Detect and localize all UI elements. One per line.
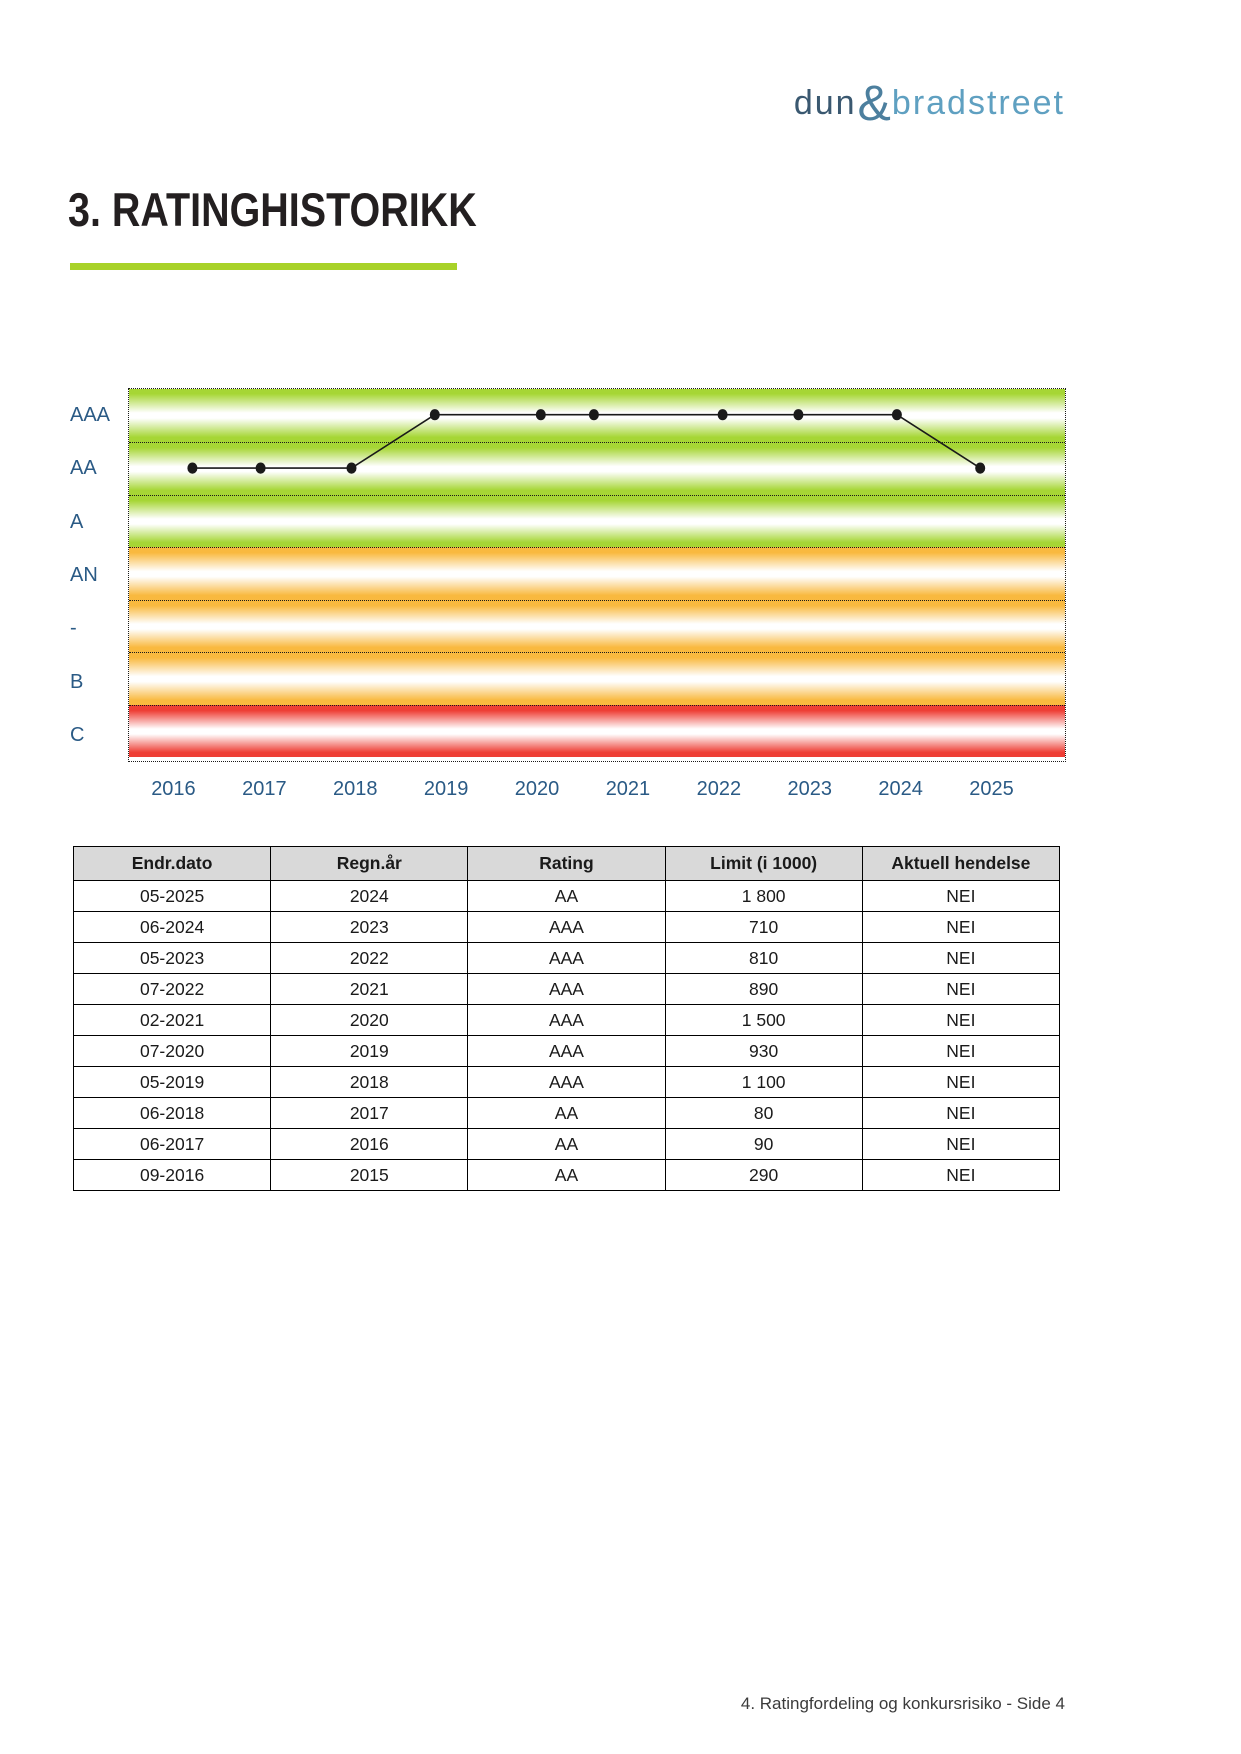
data-point-05-2019 [430,409,440,420]
data-point-09-2016 [187,463,197,474]
table-row [74,1067,1060,1098]
table-row [74,974,1060,1005]
data-point-06-2018 [347,463,357,474]
table-row [74,1098,1060,1129]
column-header-0: Endr.dato [74,847,271,881]
x-axis-label-2020: 2020 [514,778,560,800]
table-row [74,881,1060,912]
rating-history-table [73,846,1060,1191]
table-cell: 05-2025 [74,881,271,912]
table-cell: 2023 [271,912,468,943]
table-row [74,1005,1060,1036]
data-point-05-2023 [793,409,803,420]
table-cell: NEI [862,1005,1059,1036]
table-cell: NEI [862,1036,1059,1067]
y-axis-label-aaa: AAA [70,403,111,426]
table-row [74,943,1060,974]
table-cell: AA [468,1129,665,1160]
table-cell: 07-2020 [74,1036,271,1067]
table-header [74,847,1060,881]
data-point-06-2024 [892,409,902,420]
table-cell: 1 100 [665,1067,862,1098]
table-cell: AAA [468,1005,665,1036]
table-cell: NEI [862,912,1059,943]
y-axis-label-an: AN [70,564,98,586]
x-axis-label-2016: 2016 [151,778,196,800]
table-cell: 2016 [271,1129,468,1160]
table-cell: AAA [468,1067,665,1098]
table-cell: NEI [862,1129,1059,1160]
table-cell: NEI [862,943,1059,974]
table-cell: NEI [862,881,1059,912]
table-cell: AA [468,1098,665,1129]
data-point-02-2021 [589,409,599,420]
x-axis-label-2025: 2025 [969,778,1014,800]
x-axis-label-2019: 2019 [423,778,469,800]
table-cell: 890 [665,974,862,1005]
y-axis-label-a: A [70,510,84,533]
data-point-07-2022 [718,409,728,420]
x-axis-label-2018: 2018 [333,778,378,800]
column-header-4: Aktuell hendelse [862,847,1059,881]
x-axis-label-2024: 2024 [878,778,923,800]
page-footer: 4. Ratingfordeling og konkursrisiko - Side 4 [740,1694,1065,1713]
logo-text-bradstreet: bradstreet [891,84,1065,122]
table-cell: 05-2019 [74,1067,271,1098]
table-cell: 90 [665,1129,862,1160]
table-cell: 06-2018 [74,1098,271,1129]
y-axis-label-c: C [70,724,85,747]
table-cell: 2022 [271,943,468,974]
table-cell: NEI [862,1067,1059,1098]
table-cell: AAA [468,974,665,1005]
rating-history-chart [0,0,1241,810]
table-row [74,1160,1060,1191]
table-cell: 2021 [271,974,468,1005]
table-cell: 930 [665,1036,862,1067]
table-cell: 2024 [271,881,468,912]
table-body [74,881,1060,1191]
table-cell: 710 [665,912,862,943]
table-cell: 80 [665,1098,862,1129]
table-cell: NEI [862,974,1059,1005]
table-cell: 07-2022 [74,974,271,1005]
table-cell: NEI [862,1098,1059,1129]
table-cell: 2018 [271,1067,468,1098]
column-header-2: Rating [468,847,665,881]
data-point-07-2020 [536,409,546,420]
table-cell: 2019 [271,1036,468,1067]
y-axis-label-b: B [70,670,84,693]
table-cell: 05-2023 [74,943,271,974]
table-cell: AAA [468,1036,665,1067]
x-axis-label-2021: 2021 [605,778,651,800]
table-cell: AA [468,881,665,912]
table-row [74,1129,1060,1160]
table-row [74,1036,1060,1067]
x-axis-label-2022: 2022 [696,778,742,800]
table-cell: AAA [468,943,665,974]
table-cell: 02-2021 [74,1005,271,1036]
table-cell: 290 [665,1160,862,1191]
table-cell: AA [468,1160,665,1191]
table-cell: 09-2016 [74,1160,271,1191]
rating-trend-line [192,415,980,468]
x-axis-label-2023: 2023 [787,778,832,800]
column-header-3: Limit (i 1000) [665,847,862,881]
x-axis-label-2017: 2017 [242,778,287,800]
table-cell: NEI [862,1160,1059,1191]
data-point-05-2025 [975,463,985,474]
table-cell: 2020 [271,1005,468,1036]
y-axis-label-dash: - [70,617,77,640]
table-cell: 1 500 [665,1005,862,1036]
data-point-06-2017 [256,463,266,474]
rating-line-series [128,388,1066,762]
table-cell: 06-2024 [74,912,271,943]
table-row [74,912,1060,943]
section-title: 3. RATINGHISTORIKK [68,183,477,236]
y-axis-label-aa: AA [70,457,97,480]
table-cell: 2015 [271,1160,468,1191]
ampersand-icon: & [857,75,891,131]
column-header-1: Regn.år [271,847,468,881]
table-cell: 06-2017 [74,1129,271,1160]
logo-text-dun: dun [793,84,857,122]
table-cell: 2017 [271,1098,468,1129]
table-cell: 810 [665,943,862,974]
table-cell: AAA [468,912,665,943]
table-cell: 1 800 [665,881,862,912]
